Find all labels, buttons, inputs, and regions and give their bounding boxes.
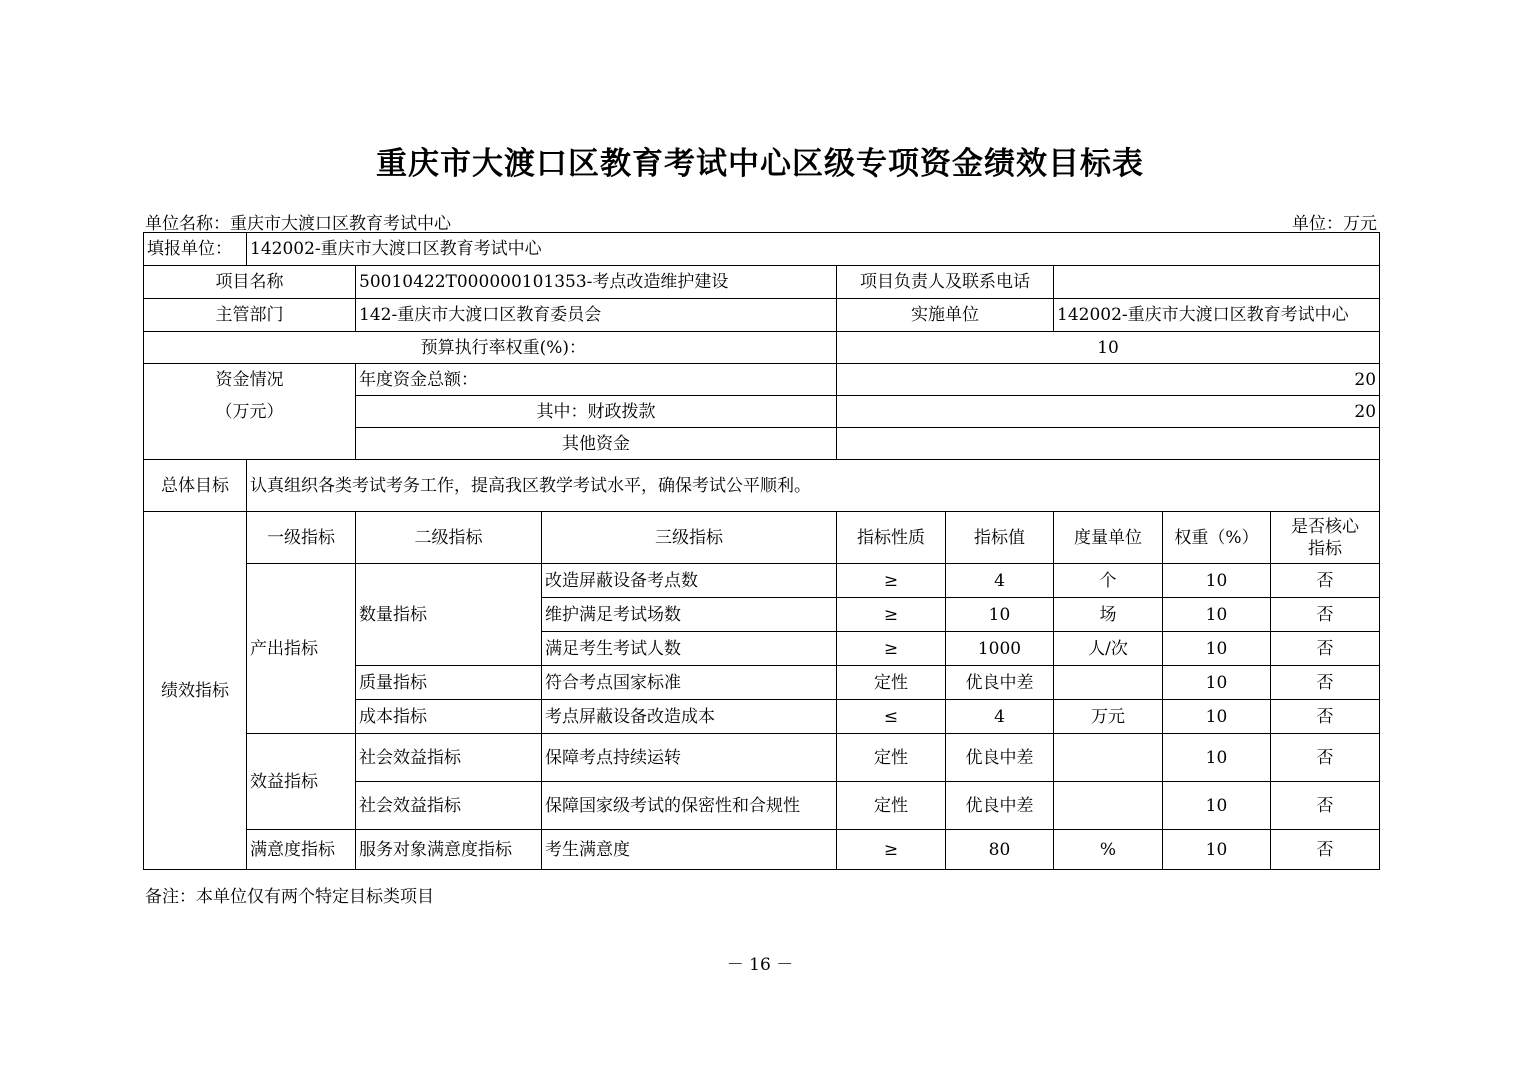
dept-value: 142-重庆市大渡口区教育委员会: [356, 299, 837, 332]
budget-weight-value: 10: [837, 332, 1380, 364]
unit-cell: 人/次: [1054, 632, 1163, 666]
header-level2: 二级指标: [356, 512, 542, 564]
nature-cell: 定性: [837, 782, 946, 830]
fund-label: 资金情况: [144, 364, 356, 396]
unit-cell: [1054, 666, 1163, 700]
value-cell: 优良中差: [946, 734, 1054, 782]
header-core: [1271, 512, 1380, 564]
value-cell: 4: [946, 564, 1054, 598]
overall-goal-row: [144, 460, 1380, 512]
core-cell: 否: [1271, 564, 1380, 598]
budget-weight-label: 预算执行率权重(%)：: [144, 332, 837, 364]
project-name-value: 50010422T000000101353-考点改造维护建设: [356, 266, 837, 299]
header-core-line2: 指标: [1308, 538, 1342, 559]
impl-unit-value: 142002-重庆市大渡口区教育考试中心: [1054, 299, 1380, 332]
page-title: 重庆市大渡口区教育考试中心区级专项资金绩效目标表: [376, 146, 1144, 182]
reporting-unit-value: 142002-重庆市大渡口区教育考试中心: [247, 233, 1380, 266]
impl-unit-label: 实施单位: [837, 299, 1054, 332]
unit-name: 单位名称：重庆市大渡口区教育考试中心: [145, 214, 451, 234]
level3-cell: 考生满意度: [542, 830, 837, 870]
fund-total-row: [144, 364, 1380, 396]
fund-fiscal-row: [144, 396, 1380, 428]
header-level3: 三级指标: [542, 512, 837, 564]
weight-cell: 10: [1163, 564, 1271, 598]
value-cell: 4: [946, 700, 1054, 734]
indicators-section-label: 绩效指标: [144, 512, 247, 870]
reporting-unit-label: 填报单位：: [144, 233, 247, 266]
level3-cell: 保障国家级考试的保密性和合规性: [542, 782, 837, 830]
unit-cell: 个: [1054, 564, 1163, 598]
weight-cell: 10: [1163, 830, 1271, 870]
department-row: [144, 299, 1380, 332]
page-number: － 16 －: [726, 955, 794, 975]
level3-cell: 保障考点持续运转: [542, 734, 837, 782]
nature-cell: 定性: [837, 666, 946, 700]
indicator-row: [144, 734, 1380, 782]
fund-other-row: [144, 428, 1380, 460]
indicator-header-row: [144, 512, 1380, 564]
level1-satisfaction: 满意度指标: [247, 830, 356, 870]
core-cell: 否: [1271, 598, 1380, 632]
core-cell: 否: [1271, 632, 1380, 666]
contact-label: 项目负责人及联系电话: [837, 266, 1054, 299]
fiscal-label: 其中：财政拨款: [356, 396, 837, 428]
performance-target-table: [143, 232, 1380, 870]
overall-goal-label: 总体目标: [144, 460, 247, 512]
fund-blank-cell: [144, 428, 356, 460]
header-core-line1: 是否核心: [1291, 516, 1359, 537]
unit-cell: [1054, 734, 1163, 782]
value-cell: 1000: [946, 632, 1054, 666]
other-funds-value: [837, 428, 1380, 460]
currency-unit: 单位：万元: [1292, 214, 1377, 234]
budget-weight-row: [144, 332, 1380, 364]
nature-cell: ≥: [837, 830, 946, 870]
level3-cell: 维护满足考试场数: [542, 598, 837, 632]
level3-cell: 符合考点国家标准: [542, 666, 837, 700]
nature-cell: ≥: [837, 598, 946, 632]
indicator-row: [144, 564, 1380, 598]
unit-cell: [1054, 782, 1163, 830]
header-weight: 权重（%）: [1163, 512, 1271, 564]
nature-cell: ≤: [837, 700, 946, 734]
weight-cell: 10: [1163, 700, 1271, 734]
fiscal-value: 20: [837, 396, 1380, 428]
level3-cell: 满足考生考试人数: [542, 632, 837, 666]
unit-cell: 万元: [1054, 700, 1163, 734]
weight-cell: 10: [1163, 598, 1271, 632]
header-value: 指标值: [946, 512, 1054, 564]
value-cell: 10: [946, 598, 1054, 632]
unit-cell: %: [1054, 830, 1163, 870]
annual-total-label: 年度资金总额：: [356, 364, 837, 396]
header-level1: 一级指标: [247, 512, 356, 564]
level1-output: 产出指标: [247, 564, 356, 734]
weight-cell: 10: [1163, 666, 1271, 700]
weight-cell: 10: [1163, 734, 1271, 782]
nature-cell: ≥: [837, 632, 946, 666]
contact-value: [1054, 266, 1380, 299]
level3-cell: 考点屏蔽设备改造成本: [542, 700, 837, 734]
value-cell: 80: [946, 830, 1054, 870]
level1-benefit: 效益指标: [247, 734, 356, 830]
nature-cell: ≥: [837, 564, 946, 598]
level2-cost: 成本指标: [356, 700, 542, 734]
value-cell: 优良中差: [946, 782, 1054, 830]
level2-social: 社会效益指标: [356, 734, 542, 782]
level2-quality: 质量指标: [356, 666, 542, 700]
reporting-unit-row: [144, 233, 1380, 266]
value-cell: 优良中差: [946, 666, 1054, 700]
core-cell: 否: [1271, 700, 1380, 734]
level2-quantity: 数量指标: [356, 564, 542, 666]
weight-cell: 10: [1163, 782, 1271, 830]
core-cell: 否: [1271, 782, 1380, 830]
project-name-row: [144, 266, 1380, 299]
indicator-row: [144, 830, 1380, 870]
other-funds-label: 其他资金: [356, 428, 837, 460]
core-cell: 否: [1271, 734, 1380, 782]
core-cell: 否: [1271, 830, 1380, 870]
core-cell: 否: [1271, 666, 1380, 700]
level2-social: 社会效益指标: [356, 782, 542, 830]
fund-unit-label: （万元）: [144, 396, 356, 428]
dept-label: 主管部门: [144, 299, 356, 332]
weight-cell: 10: [1163, 632, 1271, 666]
nature-cell: 定性: [837, 734, 946, 782]
project-name-label: 项目名称: [144, 266, 356, 299]
level3-cell: 改造屏蔽设备考点数: [542, 564, 837, 598]
header-unit: 度量单位: [1054, 512, 1163, 564]
unit-cell: 场: [1054, 598, 1163, 632]
overall-goal-value: 认真组织各类考试考务工作，提高我区教学考试水平，确保考试公平顺利。: [247, 460, 1380, 512]
level2-service: 服务对象满意度指标: [356, 830, 542, 870]
header-nature: 指标性质: [837, 512, 946, 564]
footnote: 备注：本单位仅有两个特定目标类项目: [145, 887, 434, 907]
annual-total-value: 20: [837, 364, 1380, 396]
